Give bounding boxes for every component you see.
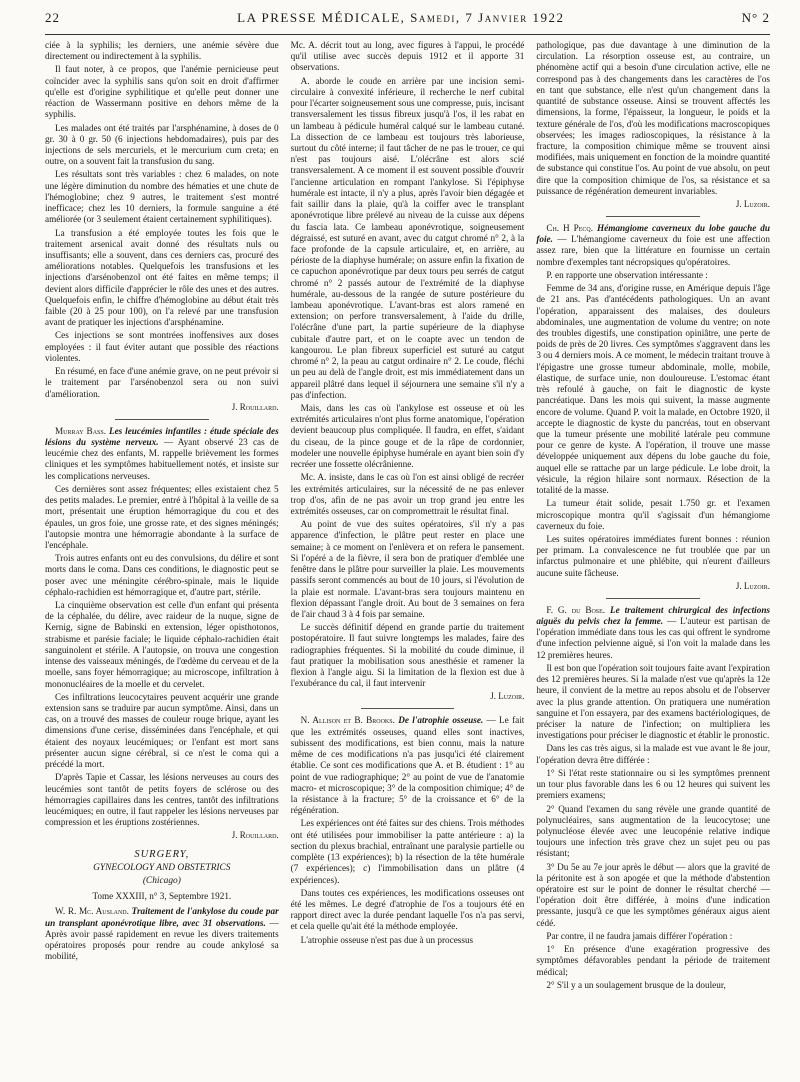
article-paragraph [291, 715, 525, 816]
paragraph: Les malades ont été traités par l'arsphénamine, à doses de 0 gr. 30 à 0 gr. 50 (6 injections hebdomadaires), puis par des injections de sels mercuriels, et le mercurium cum creta; en outre, on a souvent fait la transfusion du sang. [45, 122, 279, 167]
paragraph: Mc. A. insiste, dans le cas où l'on est ainsi obligé de recréer les extrémités articulaires, sur la nécessité de ne pas enlever trop d'os, afin de ne pas avoir un trop grand jeu entre les extrémités osseuses, car on compromettrait le résultat final. [290, 472, 525, 516]
author-signature: J. Luzoir. [735, 199, 770, 210]
issue-number: N° 2 [741, 10, 770, 25]
paragraph: 2° Quand l'examen du sang révèle une grande quantité de polynucléaires, sans augmentation de la leucocytose; une polynucléose élevée avec une leucopénie relative indique toujours une infection très grave chez un sujet peu ou pas résistant; [536, 803, 770, 859]
header-rule [45, 34, 770, 35]
journal-header-title: LA PRESSE MÉDICALE, Samedi, 7 Janvier 1922 [237, 10, 565, 25]
article-divider [115, 419, 208, 420]
paragraph: Mais, dans les cas où l'ankylose est osseuse et où les extrémités articulaires n'ont plus forme anatomique, l'opération devient beaucoup plus compliquée. Il faudra, en effet, s'aidant du ciseau, de la pince gouge et de la râpe de cordonnier, modeler une nouvelle épiphyse humérale en ayant bien soin d'y recréer une fossette olécrânienne. [290, 403, 525, 470]
article-text: — Après avoir passé rapidement en revue les divers traitements opératoires proposés pour rendre au coude ankylosé sa mobilité, [45, 917, 279, 962]
journal-issue: Tome XXXIII, n° 3, Septembre 1921. [92, 891, 232, 902]
paragraph: pathologique, pas due davantage à une diminution de la circulation. La résorption osseuse est, au contraire, un phénomène actif qui a besoin d'une circulation active, elle ne correspond pas à des changements dans les caractères de l'os en tant que substance, elle n'est qu'un changement dans la quantité de substance osseuse. Ainsi se trouvent affectés les dimensions, la forme, l'épaisseur, la longueur, le poids et la texture générale de l'os, d'où les modifications macroscopiques observées; les images radioscopiques, la résistance à la fracture, la composition chimique même se trouvent ainsi modifiées, mais uniquement en fonction de la moindre quantité de substance qui constitue l'os. Au point de vue absolu, on peut dire que la composition chimique de l'os, sa résistance et sa puissance de régénération demeurent invariables. [536, 40, 770, 196]
paragraph: La tumeur était solide, pesait 1.750 gr. et l'examen microscopique montra qu'il s'agissait d'un hémangiome caverneux du foie. [536, 498, 770, 531]
paragraph: Ces dernières sont assez fréquentes; elles existaient chez 5 des petits malades. Le premier, entré à l'hôpital à la veille de sa mort, présentait une éruption hémorragique du cou et des épaules, un gros foie, une grosse rate, et des signes méningés; l'autopsie montra une hémorragie abondante à la surface de l'encéphale. [45, 483, 279, 550]
paragraph: Les expériences ont été faites sur des chiens. Trois méthodes ont été utilisées pour immobiliser la patte antérieure : a) la section du plexus brachial, entraînant une paralysie partielle ou complète (13 expériences); b) la résection de la tête humérale (7 expériences); c) l'immobilisation dans un plâtre (4 expériences). [290, 818, 525, 885]
paragraph: Femme de 34 ans, d'origine russe, en Amérique depuis l'âge de 21 ans. Pas d'antécédents pathologiques. Un an avant l'opération, apparaissent des malaises, des douleurs abdominales, une augmentation de volume du ventre; on note des troubles digestifs, une constipation opiniâtre, une perte de poids de près de 20 livres. Ces symptômes s'aggravent dans les 3 ou 4 derniers mois. A ce moment, le médecin traitant trouve à l'épigastre une grosse tumeur abdominale, molle, mobile, élastique, de surface unie, non douloureuse. L'estomac étant très refoulé à gauche, on fait le diagnostic de kyste pancréatique. Dans les mois qui suivent, la masse augmente encore de volume. Quand P. voit la malade, en Octobre 1920, il accepte le diagnostic de kyste du pancréas, tout en observant que la tumeur présente une mobilité latérale peu commune pour ce genre de kyste. A l'opération, il trouve une masse développée uniquement aux dépens du lobe gauche du foie, auquel elle se rattache par un large pédicule. Le lobe droit, la vésicule, la région hilaire sont normaux. Résection de la totalité de la masse. [536, 283, 770, 496]
article-title: De l'atrophie osseuse. [398, 715, 484, 726]
page-header [45, 2, 770, 34]
paragraph: 1° Si l'état reste stationnaire ou si les symptômes prennent un tour plus favorable dans les 6 ou 12 heures qui suivent les premiers examens; [536, 767, 770, 801]
article-paragraph [536, 605, 770, 661]
article-title: Traitement de l'ankylose du coude par un transplant aponévrotique libre, avec 31 observations. [45, 906, 279, 928]
column-2 [291, 40, 525, 1076]
paragraph: Les résultats sont très variables : chez 6 malades, on note une légère diminution du nombre des hématies et une chute de l'hémoglobine; chez 9 autres, le traitement s'est montré inefficace; chez les 10 derniers, la formule sanguine a été améliorée (or 3 seulement étaient certainement syphilitiques). [45, 169, 279, 225]
article-author: W. R. Mc. Ausland. [55, 906, 129, 917]
article-author: Ch. H Pecq. [546, 223, 594, 234]
paragraph: Ces infiltrations leucocytaires peuvent acquérir une grande extension sans se traduire par aucun symptôme. Ainsi, dans un cas, on a trouvé des masses de couleur rouge brique, ayant les dimensions d'une cerise, disséminées dans l'encéphale, et qui étaient des noyaux leucémiques; or l'enfant est mort sans présenter aucun signe cérébral, si ce n'est le coma qui a précédé la mort. [45, 691, 279, 770]
paragraph: La transfusion a été employée toutes les fois que le traitement arsenical avait donné des résultats nuls ou insuffisants; elle a souvent, dans ces derniers cas, procuré des améliorations notables. Quelquefois les transfusions et les injections d'arsénobenzol ont été faites en même temps; il devient alors difficile d'apprécier le rôle des unes et des autres. Quelquefois enfin, le chiffre d'hémoglobine au début était très faible (20 à 25 pour 100), on l'a relevé par une transfusion avant de pratiquer les injections d'arsphénamine. [45, 227, 279, 328]
column-1 [45, 40, 279, 1076]
article-paragraph [45, 906, 279, 962]
paragraph: Le succès définitif dépend en grande partie du traitement postopératoire. Il faut suivre longtemps les malades, faire des radiographies fréquentes. Si la mobilité du coude diminue, il faut pratiquer la mobilisation sous anesthésie et ramener la flexion à l'angle aigu. Si la limitation de la flexion est due à l'exubérance du cal, il faut intervenir [290, 622, 525, 689]
paragraph: A. aborde le coude en arrière par une incision semi-circulaire à convexité inférieure, il recherche le nerf cubital pour l'écarter soigneusement sous une compresse, puis, incisant transversalement les tissus fibreux jusqu'à l'os, il les rabat en un lambeau à pédicule huméral calqué sur le lambeau cutané. La dissection de ce lambeau est toujours très laborieuse, surtout du côté interne; il faut tâcher de ne pas le trouer, ce qui n'est pas toujours aisé. L'olécrâne est alors scié transversalement. A ce moment il est souvent possible d'ouvrir l'ancienne articulation en rompant l'ankylose. Si l'épiphyse humérale est intacte, il n'y a plus, après l'avoir bien dégagée et fait saillir dans la plaie, qu'à la coiffer avec le transplant aponévrotique libre prélevé au niveau de la cuisse aux dépens du fascia lata. Ce lambeau aponévrotique, soigneusement dégraissé, est suturé en avant, avec du catgut chromé n° 2, à la face profonde de la capsule articulaire, et, en arrière, au périoste de la diaphyse humérale; on assure enfin la fixation de ce capuchon aponévrotique par deux tours peu serrés de catgut chromé n° 2 passés autour de l'extrémité de la diaphyse humérale, au-dessous de la rangée de suture postérieure du lambeau aponévrotique. L'avant-bras est alors ramené en extension; on perfore transversalement, à l'aide du drille, l'olécrâne d'une part, la partie supérieure de la diaphyse cubitale d'autre part, et on le coapte avec un tendon de kangourou. Le plan fibreux superficiel est suturé au catgut chromé n° 2, la peau au catgut ordinaire n° 2. Le coude, fléchi un peu au delà de l'angle droit, est mis immédiatement dans un appareil plâtré dans lequel il séjournera une semaine s'il n'y a pas d'infection. [290, 75, 525, 400]
article-divider [361, 708, 454, 709]
paragraph: 3° Du 5e au 7e jour après le début — alors que la gravité de la péritonite est à son apogée et que la méthode d'abstention opératoire est sur le point de donner le résultat cherché — l'opération doit être différée, à moins d'une indication pressante, jusqu'à ce que les symptômes généraux aigus aient cédé. [536, 861, 770, 928]
article-title: Hémangiome caverneux du lobe gauche du foie. [536, 223, 770, 245]
article-author: N. Allison et B. Brooks. [300, 715, 395, 726]
paragraph: 2° S'il y a un soulagement brusque de la douleur, [546, 979, 726, 990]
author-signature: J. Rouillard. [231, 830, 279, 841]
article-text: — Le fait que les extrémités osseuses, quand elles sont inactives, subissent des modifications, est bien connu, mais la nature même de ces modifications n'a pas jusqu'ici été clairement établie. Ce sont ces modifications que A. et B. étudient : 1° au point de vue radiographique; 2° au point de vue de l'anatomie macro- et microscopique; 3° de la composition chimique; 4° de la résistance à la fracture; 5° de la croissance et 6° de la régénération. [290, 715, 525, 816]
text-columns [45, 40, 770, 1076]
paragraph: Au point de vue des suites opératoires, s'il n'y a pas apparence d'infection, le plâtre peut rester en place une semaine; à ce moment on l'enlèvera et on refera le pansement. Si l'opéré a de la fièvre, il sera bon de pratiquer d'emblée une fenêtre dans le plâtre pour surveiller la plaie. Les mouvements passifs seront commencés au bout de 10 jours, si l'évolution de la plaie est normale. L'avant-bras sera toujours maintenu en flexion dépassant l'angle droit. Au bout de 3 semaines on fera de l'air chaud 3 à 4 fois par semaine. [290, 519, 525, 619]
paragraph: Dans toutes ces expériences, les modifications osseuses ont été les mêmes. Le degré d'atrophie de l'os a toujours été en rapport direct avec la durée pendant laquelle l'os n'a pas servi, et cela quelle qu'ait été la méthode employée. [290, 887, 525, 932]
paragraph: D'après Tapie et Cassar, les lésions nerveuses au cours des leucémies sont tantôt de petits foyers de sclérose ou des hémorragies capillaires dans les centres, tantôt des infiltrations leucémiques; en outre, il faut rappeler les lésions nerveuses par compression et les éruptions zostériennes. [45, 772, 279, 828]
article-divider [606, 216, 699, 217]
paragraph: Les suites opératoires immédiates furent bonnes : réunion per primam. La convalescence ne fut troublée que par un infarctus pulmonaire et une phlébite, qui n'eurent d'ailleurs aucune suite fâcheuse. [536, 533, 770, 578]
article-title: Les leucémies infantiles : étude spéciale des lésions du système nerveux. [45, 425, 279, 447]
paragraph: P. en rapporte une observation intéressante : [546, 269, 708, 280]
paragraph: En résumé, en face d'une anémie grave, on ne peut prévoir si le traitement par l'arsénobenzol sera ou non suivi d'amélioration. [45, 366, 279, 399]
paragraph: Dans les cas très aigus, si la malade est vue avant le 8e jour, l'opération devra être différée : [536, 743, 770, 765]
article-author: F. G. du Bose. [546, 604, 606, 615]
column-3 [536, 40, 770, 1076]
paragraph: Trois autres enfants ont eu des convulsions, du délire et sont morts dans le coma. Dans ces conditions, le diagnostic peut se poser avec une méningite cérébro-spinale, mais le liquide céphalo-rachidien est hémorragique et, d'autre part, stérile. [45, 553, 279, 597]
author-signature: J. Rouillard. [231, 401, 279, 412]
article-divider [606, 598, 699, 599]
article-text: — Ayant observé 23 cas de leucémie chez des enfants, M. rappelle brièvement les formes cliniques et les symptômes habituellement notés, et insiste sur les complications nerveuses. [45, 436, 279, 481]
article-text: — L'auteur est partisan de l'opération immédiate dans tous les cas qui offrent le syndrome d'une infection pelvienne aiguë, si l'on voit la malade dans les 12 premières heures. [536, 616, 770, 660]
article-paragraph [536, 223, 770, 268]
paragraph: Il est bon que l'opération soit toujours faite avant l'expiration des 12 premières heures. Si la malade n'est vue qu'après la 12e heure, il convient de la mettre au repos absolu et de l'observer avec la plus grande attention. On pratiquera une numération sanguine et l'on essayera, par des examens bactériologiques, de préciser la nature de l'infection; on multipliera les investigations pour préciser le diagnostic et établir le pronostic. [536, 662, 770, 741]
article-text: — L'hémangiome caverneux du foie est une affection assez rare, bien que la littérature en fournisse un certain nombre d'exemples tant nécropsiques qu'opératoires. [536, 234, 770, 267]
paragraph: Il faut noter, à ce propos, que l'anémie pernicieuse peut coïncider avec la syphilis sans qu'on soit en droit d'affirmer qu'elle est d'origine syphilitique et qu'elle peut donner une réaction de Wassermann positive en dehors même de la syphilis. [45, 64, 279, 120]
page-number: 22 [45, 10, 60, 25]
article-paragraph [45, 426, 279, 482]
article-title: Le traitement chirurgical des infections aiguës du pelvis chez la femme. [536, 604, 770, 626]
paragraph: Ces injections se sont montrées inoffensives aux doses employées : il faut éviter autant que possible des réactions violentes. [45, 330, 279, 363]
paragraph: ciée à la syphilis; les derniers, une anémie sévère due directement ou indirectement à la syphilis. [45, 40, 279, 62]
author-signature: J. Luzoir. [490, 691, 525, 702]
paragraph: L'atrophie osseuse n'est pas due à un processus [300, 934, 474, 945]
author-signature: J. Luzoir. [735, 580, 770, 591]
article-author: Murray Bass. [55, 425, 106, 436]
paragraph: Mc. A. décrit tout au long, avec figures à l'appui, le procédé qu'il utilise avec succès depuis 1912 et il apporte 31 observations. [290, 40, 525, 73]
paragraph: 1° En présence d'une exagération progressive des symptômes défavorables pendant la période de traitement médical; [536, 944, 770, 977]
paragraph: La cinquième observation est celle d'un enfant qui présenta de la céphalée, du délire, avec raideur de la nuque, signe de Kernig, signe de Babinski en extension, léger opisthotonos, strabisme et parésie faciale; le liquide céphalo-rachidien était sanguinolent et stérile. A l'autopsie, on trouva une congestion intense des vaisseaux méningés, de l'œdème du cerveau et de la moelle, sans foyer hémorragique; au microscope, infiltration à mononucléaires de la moelle et du cervelet. [45, 600, 279, 689]
journal-subtitle: GYNECOLOGY AND OBSTETRICS [93, 863, 231, 874]
journal-title: SURGERY, [134, 849, 190, 861]
paragraph: Par contre, il ne faudra jamais différer l'opération : [546, 930, 733, 941]
journal-city: (Chicago) [142, 875, 181, 886]
